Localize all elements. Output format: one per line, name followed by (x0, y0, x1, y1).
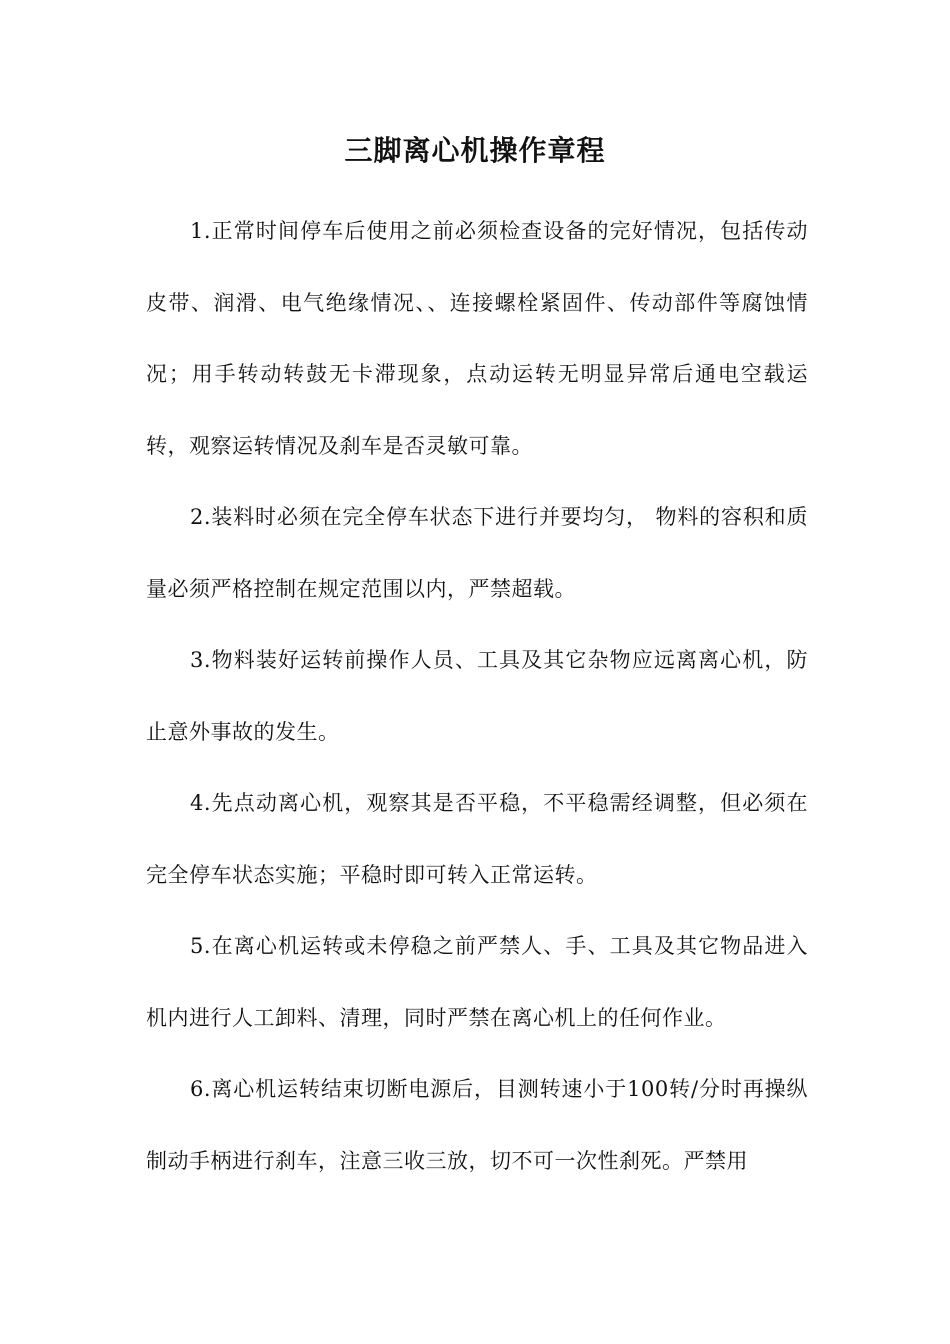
paragraph-5: 5.在离心机运转或未停稳之前严禁人、手、工具及其它物品进入机内进行人工卸料、清理，同时严禁在离心机上的任何作业。 (146, 934, 808, 1030)
paragraph-4: 4.先点动离心机，观察其是否平稳，不平稳需经调整，但必须在完全停车状态实施；平稳时即可转入正常运转。 (146, 791, 808, 887)
document-body (146, 196, 808, 1197)
paragraph-6: 6.离心机运转结束切断电源后，目测转速小于100转/分时再操纵制动手柄进行刹车，注意三收三放，切不可一次性刹死。严禁用 (146, 1077, 808, 1173)
page-title: 三脚离心机操作章程 (344, 134, 606, 167)
paragraph-2: 2.装料时必须在完全停车状态下进行并要均匀， 物料的容积和质量必须严格控制在规定范围以内，严禁超载。 (146, 505, 808, 601)
paragraph-3: 3.物料装好运转前操作人员、工具及其它杂物应远离离心机，防止意外事故的发生。 (146, 648, 808, 744)
paragraph-1: 1.正常时间停车后使用之前必须检查设备的完好情况，包括传动皮带、润滑、电气绝缘情况、、连接螺栓紧固件、传动部件等腐蚀情况；用手转动转鼓无卡滞现象，点动运转无明显异常后通电空载运转，观察运转情况及刹车是否灵敏可靠。 (146, 219, 808, 458)
